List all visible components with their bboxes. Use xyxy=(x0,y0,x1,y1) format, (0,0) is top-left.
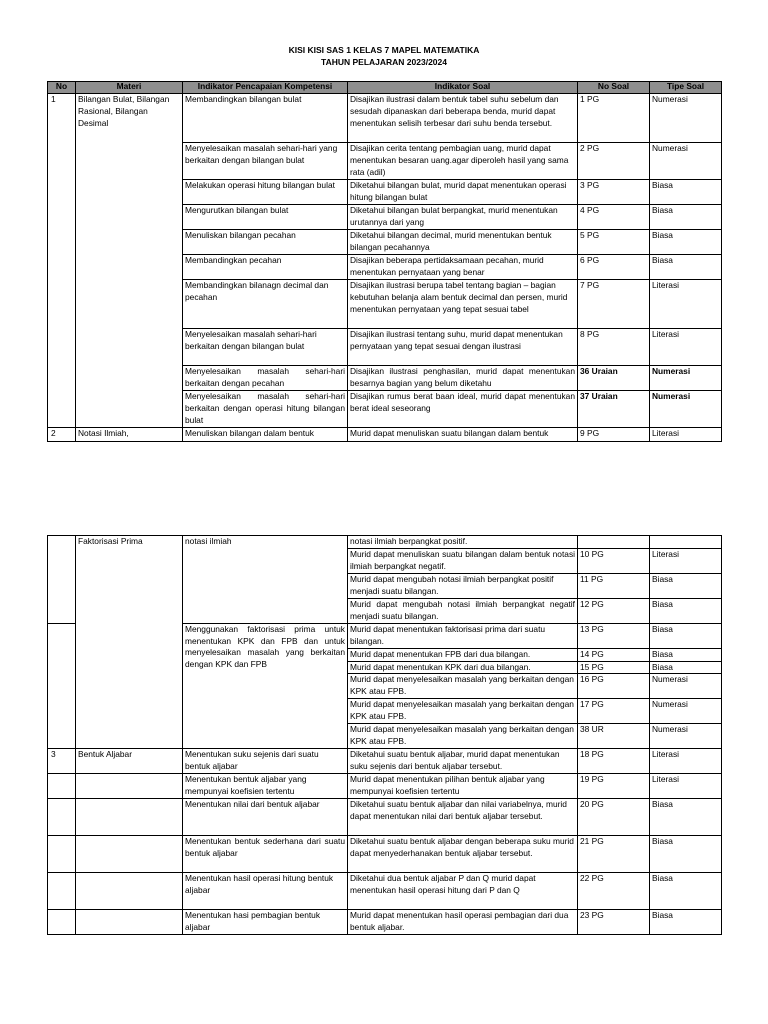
indikator-kompetensi-cell: Menuliskan bilangan pecahan xyxy=(183,230,348,255)
tipe-soal-cell: Biasa xyxy=(650,598,722,623)
tipe-soal-cell: Literasi xyxy=(650,280,722,329)
row-number xyxy=(48,799,76,836)
indikator-soal-cell: Murid dapat menentukan faktorisasi prima dari suatu bilangan. xyxy=(348,623,578,648)
tipe-soal-cell: Numerasi xyxy=(650,366,722,391)
no-soal-cell: 8 PG xyxy=(578,329,650,366)
indikator-soal-cell: Diketahui bilangan decimal, murid menentukan bentuk bilangan pecahannya xyxy=(348,230,578,255)
tipe-soal-cell: Biasa xyxy=(650,573,722,598)
no-soal-cell: 4 PG xyxy=(578,205,650,230)
indikator-soal-cell: Murid dapat menuliskan suatu bilangan dalam bentuk notasi ilmiah berpangkat negatif. xyxy=(348,548,578,573)
indikator-kompetensi-cell: Menyelesaikan masalah sehari-hari yang berkaitan dengan bilangan bulat xyxy=(183,143,348,180)
indikator-soal-cell: Murid dapat menyelesaikan masalah yang berkaitan dengan KPK atau FPB. xyxy=(348,674,578,699)
tipe-soal-cell: Biasa xyxy=(650,205,722,230)
table-row xyxy=(48,774,722,799)
indikator-kompetensi-cell: Menggunakan faktorisasi prima untuk menentukan KPK dan FPB dan untuk menyelesaikan masalah yang berkaitan dengan KPK dan FPB xyxy=(183,623,348,749)
materi-cell xyxy=(76,774,183,799)
no-soal-cell: 21 PG xyxy=(578,836,650,873)
no-soal-cell: 2 PG xyxy=(578,143,650,180)
no-soal-cell: 14 PG xyxy=(578,648,650,661)
document-title: KISI KISI SAS 1 KELAS 7 MAPEL MATEMATIKA xyxy=(288,45,480,55)
tipe-soal-cell: Literasi xyxy=(650,428,722,442)
indikator-kompetensi-cell: Menentukan bentuk aljabar yang mempunyai koefisien tertentu xyxy=(183,774,348,799)
indikator-soal-cell: Murid dapat menyelesaikan masalah yang berkaitan dengan KPK atau FPB. xyxy=(348,699,578,724)
tipe-soal-cell: Numerasi xyxy=(650,674,722,699)
document-subtitle: TAHUN PELAJARAN 2023/2024 xyxy=(321,57,447,67)
row-number: 3 xyxy=(48,749,76,774)
no-soal-cell: 7 PG xyxy=(578,280,650,329)
row-number xyxy=(48,836,76,873)
table-row xyxy=(48,873,722,910)
no-soal-cell: 16 PG xyxy=(578,674,650,699)
table-row xyxy=(48,910,722,935)
row-number xyxy=(48,910,76,935)
materi-cell xyxy=(76,799,183,836)
materi-cell: Notasi Ilmiah, xyxy=(76,428,183,442)
tipe-soal-cell: Numerasi xyxy=(650,94,722,143)
indikator-soal-cell: Murid dapat menentukan pilihan bentuk aljabar yang mempunyai koefisien tertentu xyxy=(348,774,578,799)
indikator-kompetensi-cell: Melakukan operasi hitung bilangan bulat xyxy=(183,180,348,205)
indikator-soal-cell: Disajikan ilustrasi penghasilan, murid dapat menentukan besarnya bagian yang belum diketahu xyxy=(348,366,578,391)
materi-cell: Faktorisasi Prima xyxy=(76,536,183,749)
kisi-kisi-table-page1 xyxy=(47,81,722,442)
indikator-kompetensi-cell: Menyelesaikan masalah sehari-hari berkaitan dengan operasi hitung bilangan bulat xyxy=(183,391,348,428)
indikator-soal-cell: Murid dapat menentukan KPK dari dua bilangan. xyxy=(348,661,578,674)
row-number xyxy=(48,873,76,910)
table-row xyxy=(48,799,722,836)
materi-cell xyxy=(76,836,183,873)
no-soal-cell: 36 Uraian xyxy=(578,366,650,391)
tipe-soal-cell: Biasa xyxy=(650,648,722,661)
indikator-soal-cell: Disajikan ilustrasi berupa tabel tentang bagian – bagian kebutuhan belanja alam bentuk decimal dan persen, murid menentukan pernyataan yang tepat sesuai tabel xyxy=(348,280,578,329)
kisi-kisi-table-page2 xyxy=(47,535,722,935)
tipe-soal-cell: Biasa xyxy=(650,180,722,205)
table-header-row xyxy=(48,82,722,94)
tipe-soal-cell: Biasa xyxy=(650,661,722,674)
row-number xyxy=(48,536,76,624)
no-soal-cell: 19 PG xyxy=(578,774,650,799)
no-soal-cell: 6 PG xyxy=(578,255,650,280)
indikator-kompetensi-cell: Menuliskan bilangan dalam bentuk xyxy=(183,428,348,442)
indikator-soal-cell: Diketahui bilangan bulat, murid dapat menentukan operasi hitung bilangan bulat xyxy=(348,180,578,205)
tipe-soal-cell: Numerasi xyxy=(650,391,722,428)
header-no-soal: No Soal xyxy=(578,82,650,94)
indikator-kompetensi-cell: notasi ilmiah xyxy=(183,536,348,624)
table-row xyxy=(48,536,722,549)
no-soal-cell: 38 UR xyxy=(578,724,650,749)
header-indikator-soal: Indikator Soal xyxy=(348,82,578,94)
indikator-soal-cell: Disajikan ilustrasi tentang suhu, murid dapat menentukan pernyataan yang tepat sesuai dengan ilustrasi xyxy=(348,329,578,366)
indikator-kompetensi-cell: Membandingkan bilangan bulat xyxy=(183,94,348,143)
indikator-soal-cell: Murid dapat mengubah notasi ilmiah berpangkat positif menjadi suatu bilangan. xyxy=(348,573,578,598)
indikator-soal-cell: Diketahui dua bentuk aljabar P dan Q murid dapat menentukan hasil operasi hitung dari P dan Q xyxy=(348,873,578,910)
tipe-soal-cell xyxy=(650,536,722,549)
tipe-soal-cell: Biasa xyxy=(650,255,722,280)
no-soal-cell: 13 PG xyxy=(578,623,650,648)
table-row xyxy=(48,749,722,774)
indikator-soal-cell: Diketahui suatu bentuk aljabar dengan beberapa suku murid dapat menyederhanakan bentuk aljabar tersebut. xyxy=(348,836,578,873)
no-soal-cell: 23 PG xyxy=(578,910,650,935)
indikator-soal-cell: Disajikan rumus berat baan ideal, murid dapat menentukan berat ideal seseorang xyxy=(348,391,578,428)
no-soal-cell: 9 PG xyxy=(578,428,650,442)
materi-cell: Bilangan Bulat, Bilangan Rasional, Bilangan Desimal xyxy=(76,94,183,428)
row-number: 1 xyxy=(48,94,76,428)
table-row xyxy=(48,94,722,143)
indikator-kompetensi-cell: Mengurutkan bilangan bulat xyxy=(183,205,348,230)
no-soal-cell xyxy=(578,536,650,549)
row-number xyxy=(48,623,76,749)
no-soal-cell: 20 PG xyxy=(578,799,650,836)
indikator-kompetensi-cell: Menentukan nilai dari bentuk aljabar xyxy=(183,799,348,836)
header-indikator-kompetensi: Indikator Pencapaian Kompetensi xyxy=(183,82,348,94)
tipe-soal-cell: Numerasi xyxy=(650,724,722,749)
no-soal-cell: 15 PG xyxy=(578,661,650,674)
indikator-soal-cell: Diketahui suatu bentuk aljabar, murid dapat menentukan suku sejenis dari bentuk aljabar tersebut. xyxy=(348,749,578,774)
indikator-soal-cell: Murid dapat menentukan FPB dari dua bilangan. xyxy=(348,648,578,661)
indikator-kompetensi-cell: Menyelesaikan masalah sehari-hari berkaitan dengan bilangan bulat xyxy=(183,329,348,366)
indikator-soal-cell: Disajikan ilustrasi dalam bentuk tabel suhu sebelum dan sesudah dipanaskan dari beberapa benda, murid dapat menentukan selisih terbesar dari suhu benda tersebut. xyxy=(348,94,578,143)
indikator-kompetensi-cell: Menentukan hasil operasi hitung bentuk aljabar xyxy=(183,873,348,910)
tipe-soal-cell: Biasa xyxy=(650,230,722,255)
row-number xyxy=(48,774,76,799)
table-row xyxy=(48,836,722,873)
no-soal-cell: 18 PG xyxy=(578,749,650,774)
tipe-soal-cell: Numerasi xyxy=(650,699,722,724)
materi-cell xyxy=(76,910,183,935)
indikator-soal-cell: Murid dapat menuliskan suatu bilangan dalam bentuk xyxy=(348,428,578,442)
header-tipe-soal: Tipe Soal xyxy=(650,82,722,94)
indikator-soal-cell: Disajikan beberapa pertidaksamaan pecahan, murid menentukan pernyataan yang benar xyxy=(348,255,578,280)
indikator-soal-cell: Murid dapat mengubah notasi ilmiah berpangkat negatif menjadi suatu bilangan. xyxy=(348,598,578,623)
tipe-soal-cell: Literasi xyxy=(650,749,722,774)
tipe-soal-cell: Biasa xyxy=(650,910,722,935)
tipe-soal-cell: Biasa xyxy=(650,873,722,910)
header-materi: Materi xyxy=(76,82,183,94)
no-soal-cell: 5 PG xyxy=(578,230,650,255)
indikator-soal-cell: Diketahui suatu bentuk aljabar dan nilai variabelnya, murid dapat menentukan nilai dari bentuk aljabar tersebut. xyxy=(348,799,578,836)
materi-cell: Bentuk Aljabar xyxy=(76,749,183,774)
tipe-soal-cell: Literasi xyxy=(650,774,722,799)
indikator-kompetensi-cell: Menentukan hasi pembagian bentuk aljabar xyxy=(183,910,348,935)
tipe-soal-cell: Literasi xyxy=(650,329,722,366)
tipe-soal-cell: Numerasi xyxy=(650,143,722,180)
materi-cell xyxy=(76,873,183,910)
table-row xyxy=(48,428,722,442)
indikator-soal-cell: Murid dapat menyelesaikan masalah yang berkaitan dengan KPK atau FPB. xyxy=(348,724,578,749)
no-soal-cell: 37 Uraian xyxy=(578,391,650,428)
no-soal-cell: 12 PG xyxy=(578,598,650,623)
indikator-soal-cell: Diketahui bilangan bulat berpangkat, murid menentukan urutannya dari yang xyxy=(348,205,578,230)
tipe-soal-cell: Biasa xyxy=(650,799,722,836)
indikator-kompetensi-cell: Menyelesaikan masalah sehari-hari berkaitan dengan pecahan xyxy=(183,366,348,391)
header-no: No xyxy=(48,82,76,94)
indikator-soal-cell: Disajikan cerita tentang pembagian uang, murid dapat menentukan besaran uang.agar diperoleh hasil yang sama rata (adil) xyxy=(348,143,578,180)
row-number: 2 xyxy=(48,428,76,442)
no-soal-cell: 1 PG xyxy=(578,94,650,143)
indikator-kompetensi-cell: Membandingkan pecahan xyxy=(183,255,348,280)
tipe-soal-cell: Biasa xyxy=(650,836,722,873)
no-soal-cell: 10 PG xyxy=(578,548,650,573)
indikator-soal-cell: Murid dapat menentukan hasil operasi pembagian dari dua bentuk aljabar. xyxy=(348,910,578,935)
tipe-soal-cell: Literasi xyxy=(650,548,722,573)
tipe-soal-cell: Biasa xyxy=(650,623,722,648)
indikator-soal-cell: notasi ilmiah berpangkat positif. xyxy=(348,536,578,549)
indikator-kompetensi-cell: Menentukan suku sejenis dari suatu bentuk aljabar xyxy=(183,749,348,774)
no-soal-cell: 17 PG xyxy=(578,699,650,724)
indikator-kompetensi-cell: Membandingkan bilanagn decimal dan pecahan xyxy=(183,280,348,329)
no-soal-cell: 3 PG xyxy=(578,180,650,205)
indikator-kompetensi-cell: Menentukan bentuk sederhana dari suatu bentuk aljabar xyxy=(183,836,348,873)
no-soal-cell: 11 PG xyxy=(578,573,650,598)
no-soal-cell: 22 PG xyxy=(578,873,650,910)
